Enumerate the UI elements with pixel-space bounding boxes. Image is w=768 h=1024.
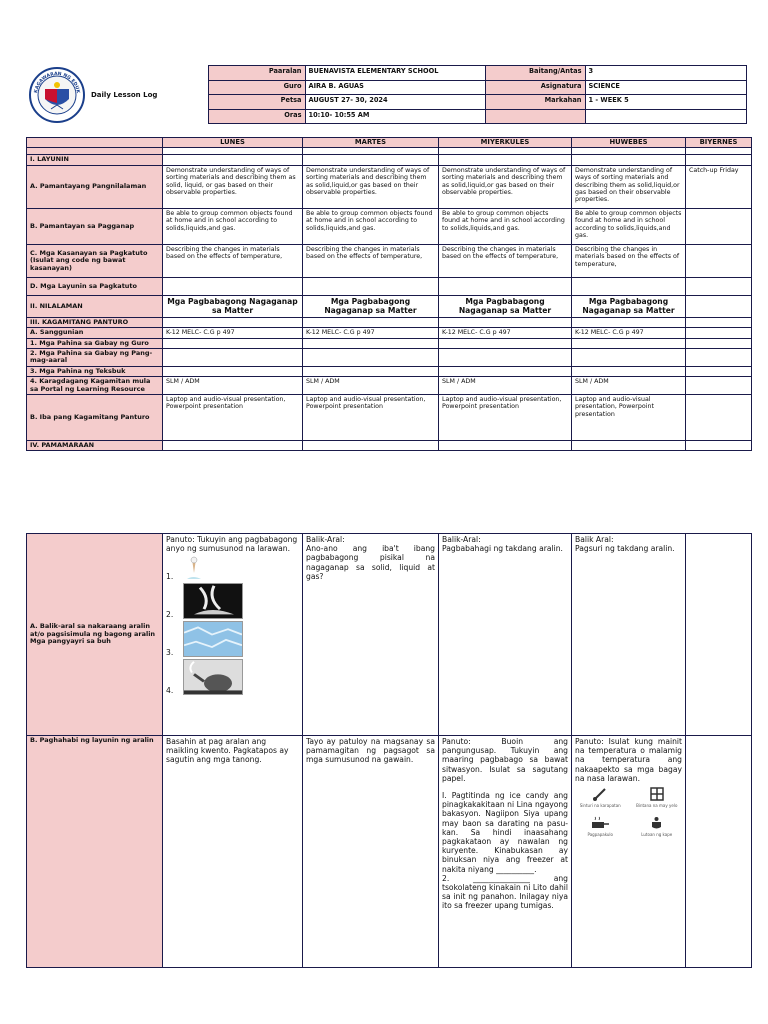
- header-table: [26, 65, 747, 124]
- deped-seal-icon: [29, 67, 85, 123]
- cell-b-biyernes: [686, 208, 752, 244]
- cell-a-lunes: Demonstrate understanding of ways of sorting materials and describing them as solid, liquid, or gas based on their observable properties.: [163, 165, 303, 208]
- cell-paghahabi-martes: [303, 736, 439, 968]
- label-pamantayan-sa-pagganap: B. Pamantayan sa Pagganap: [27, 208, 163, 244]
- section-pamamaraan: IV. PAMAMARAAN: [27, 441, 163, 451]
- coffee-cup-icon: [648, 816, 666, 830]
- iba-lunes: Laptop and audio-visual presentation, Powerpoint presentation: [163, 395, 303, 441]
- guro-page-lunes: K-12 MELC- C.G p 497: [163, 328, 303, 338]
- paghahabi-lunes-text: Basahin at pag aralan ang maikling kwento. Pagkatapos ay sagutin ang mga tanong.: [166, 737, 289, 765]
- day-header-miyerkules: MIYERKULES: [439, 138, 572, 148]
- section-kagamitang-panturo: III. KAGAMITANG PANTURO: [27, 317, 163, 327]
- nilalaman-martes: Mga Pagbabagong Nagaganap sa Matter: [303, 295, 439, 317]
- empty-cell: [27, 148, 163, 155]
- paghahabi-miyerkules-instruction: Panuto: Buoin ang pangungusap. Tukuyin ang maaring pagbabago sa bawat sitwasyon. Isulat sa sagutang papel.: [442, 737, 568, 783]
- day-header-biyernes: BIYERNES: [686, 138, 752, 148]
- section-layunin: I. LAYUNIN: [27, 155, 163, 165]
- label-layunin-sa-pagkatuto: D. Mga Layunin sa Pagkatuto: [27, 277, 163, 295]
- cell-paghahabi-lunes: [163, 736, 303, 968]
- value-baitang: 3: [585, 66, 746, 81]
- cell-b-lunes: Be able to group common objects found at home and in school according to solids,liquids,and gas.: [163, 208, 303, 244]
- item-number: 4.: [166, 686, 174, 696]
- paghahabi-miyerkules-item-1: I. Pagtitinda ng ice candy ang pinagkakakitaan ni Lina ngayong bakasyon. Nagiipon Siya upang may baon sa darating na pasu-kan. Sa hindi inaasahang pagkakataon ay nawalan ng kuryente. Kinabukasan ay binuksan niya ang freezer at nakita niyang __________.: [442, 791, 568, 874]
- kettle-steam-image: [183, 659, 243, 695]
- paghahabi-miyerkules-item-2: 2. _______________ ang tsokolateng kinakain ni Lito dahil sa init ng panahon. Inilagay niya ito sa freezer upang tumigas.: [442, 873, 568, 911]
- cell-paghahabi-biyernes: [686, 736, 752, 968]
- balik-aral-miyerkules-text: Balik-Aral: Pagbabahagi ng takdang aralin.: [442, 535, 563, 554]
- cooking-pot-icon: [589, 816, 611, 830]
- day-header-lunes: LUNES: [163, 138, 303, 148]
- label-baitang: Baitang/Antas: [485, 66, 585, 81]
- cell-a-miyerkules: Demonstrate understanding of ways of sorting materials and describing them as solid,liquid,or gas based on their observable properties.: [439, 165, 572, 208]
- cell-c-lunes: Describing the changes in materials based on the effects of temperature,: [163, 244, 303, 277]
- boiling-water-steam-image: [183, 583, 243, 619]
- cell-c-biyernes: [686, 244, 752, 277]
- cell-paghahabi-miyerkules: [439, 736, 572, 968]
- paghahabi-huwebes-text: Panuto: Isulat kung mainit na temperatura o malamig na temperatura ang nakaapekto sa mga bagay na nasa larawan.: [575, 737, 682, 783]
- label-pamantayang-pangnilalaman: A. Pamantayang Pangnilalaman: [27, 165, 163, 208]
- picture-item: [632, 816, 683, 839]
- cell-balik-aral-martes: [303, 534, 439, 736]
- cell-a-martes: Demonstrate understanding of ways of sorting materials and describing them as solid,liquid,or gas based on their observable properties.: [303, 165, 439, 208]
- label-markahan: Markahan: [485, 95, 585, 110]
- picture-item: [632, 787, 683, 810]
- cell-b-huwebes: Be able to group common objects found at home and in school according to solids,liquids,and gas.: [572, 208, 686, 244]
- cell-balik-aral-huwebes: [572, 534, 686, 736]
- cell-a-biyernes: Catch-up Friday: [686, 165, 752, 208]
- melting-ice-cream-image: [173, 555, 213, 581]
- value-oras: 10:10- 10:55 AM: [305, 109, 485, 124]
- item-1: [166, 555, 299, 581]
- label-oras: Oras: [208, 109, 305, 124]
- value-paaralan: BUENAVISTA ELEMENTARY SCHOOL: [305, 66, 485, 81]
- balik-aral-martes-text: Balik-Aral: Ano-ano ang iba't ibang pagbabagong pisikal na nagaganap sa solid, liquid at gas?: [306, 535, 435, 581]
- label-paaralan: Paaralan: [208, 66, 305, 81]
- cell-balik-aral-lunes: [163, 534, 303, 736]
- item-number: 1.: [166, 572, 174, 582]
- picture-caption: Lutoan ng kape: [641, 832, 673, 838]
- empty-cell: [585, 109, 746, 124]
- cell-c-miyerkules: Describing the changes in materials based on the effects of temperature,: [439, 244, 572, 277]
- slm-lunes: SLM / ADM: [163, 377, 303, 395]
- cell-c-huwebes: Describing the changes in materials based on the effects of temperature,: [572, 244, 686, 277]
- value-guro: AIRA B. AGUAS: [305, 80, 485, 95]
- slm-martes: SLM / ADM: [303, 377, 439, 395]
- item-number: 2.: [166, 610, 174, 620]
- lesson-table-objectives: [26, 137, 752, 451]
- label-iba-pang-kagamitan: B. Iba pang Kagamitang Panturo: [27, 395, 163, 441]
- label-sanggunian: A. Sanggunian: [27, 328, 163, 338]
- slm-miyerkules: SLM / ADM: [439, 377, 572, 395]
- nilalaman-huwebes: Mga Pagbabagong Nagaganap sa Matter: [572, 295, 686, 317]
- day-header-huwebes: HUWEBES: [572, 138, 686, 148]
- label-gabay-pang-mag-aaral: 2. Mga Pahina sa Gabay ng Pang-mag-aaral: [27, 349, 163, 367]
- value-petsa: AUGUST 27- 30, 2024: [305, 95, 485, 110]
- nilalaman-miyerkules: Mga Pagbabagong Nagaganap sa Matter: [439, 295, 572, 317]
- iba-miyerkules: Laptop and audio-visual presentation, Powerpoint presentation: [439, 395, 572, 441]
- cell-balik-aral-miyerkules: [439, 534, 572, 736]
- picture-caption: Sinturi na karapatan: [579, 803, 621, 809]
- picture-caption: Pagpapakulo: [587, 832, 613, 838]
- item-2: [166, 583, 299, 619]
- svg-text:KAGAWARAN NG EDUKASYON: KAGAWARAN NG EDUK: [34, 71, 80, 94]
- guro-page-miyerkules: K-12 MELC- C.G p 497: [439, 328, 572, 338]
- label-nilalaman: II. NILALAMAN: [27, 295, 163, 317]
- document-title: Daily Lesson Log: [91, 90, 158, 99]
- label-karagdagang-kagamitan: 4. Karagdagang Kagamitan mula sa Portal ng Learning Resource: [27, 377, 163, 395]
- cell-a-huwebes: Demonstrate understanding of ways of sorting materials and describing them as solid,liquid,or gas based on their observable properties.: [572, 165, 686, 208]
- nilalaman-lunes: Mga Pagbabagong Nagaganap sa Matter: [163, 295, 303, 317]
- cell-balik-aral-biyernes: [686, 534, 752, 736]
- cell-paghahabi-huwebes: [572, 736, 686, 968]
- temperature-pictures: [575, 787, 682, 839]
- header-logo-cell: [26, 66, 208, 124]
- label-guro: Guro: [208, 80, 305, 95]
- lesson-table-procedure: [26, 533, 752, 968]
- value-markahan: 1 - WEEK 5: [585, 95, 746, 110]
- thermometer-icon: [591, 787, 609, 801]
- iba-huwebes: Laptop and audio-visual presentation, Powerpoint presentation: [572, 395, 686, 441]
- cell-b-miyerkules: Be able to group common objects found at home and in school according to solids,liquids,and gas.: [439, 208, 572, 244]
- balik-aral-huwebes-text: Balik Aral: Pagsuri ng takdang aralin.: [575, 535, 675, 554]
- guro-page-martes: K-12 MELC- C.G p 497: [303, 328, 439, 338]
- day-header-martes: MARTES: [303, 138, 439, 148]
- slm-huwebes: SLM / ADM: [572, 377, 686, 395]
- ice-cubes-image: [183, 621, 243, 657]
- guro-page-huwebes: K-12 MELC- C.G p 497: [572, 328, 686, 338]
- corner-cell: [27, 138, 163, 148]
- value-asignatura: SCIENCE: [585, 80, 746, 95]
- iba-martes: Laptop and audio-visual presentation, Powerpoint presentation: [303, 395, 439, 441]
- label-balik-aral: A. Balik-aral sa nakaraang aralin at/o pagsisimula ng bagong aralin Mga pangyayri sa buh: [27, 534, 163, 736]
- label-petsa: Petsa: [208, 95, 305, 110]
- label-teksbuk: 3. Mga Pahina ng Teksbuk: [27, 366, 163, 376]
- label-paghahabi-ng-layunin: B. Paghahabi ng layunin ng aralin: [27, 736, 163, 968]
- label-gabay-ng-guro: 1. Mga Pahina sa Gabay ng Guro: [27, 338, 163, 348]
- balik-aral-lunes-text: Panuto: Tukuyin ang pagbabagong anyo ng sumusunod na larawan.: [166, 535, 298, 554]
- picture-item: [575, 787, 626, 810]
- cell-b-martes: Be able to group common objects found at home and in school according to solids,liquids,and gas.: [303, 208, 439, 244]
- item-4: [166, 659, 299, 695]
- frosted-window-icon: [648, 787, 666, 801]
- paghahabi-martes-text: Tayo ay patuloy na magsanay sa pamamagitan ng pagsagot sa mga sumusunod na gawain.: [306, 737, 435, 765]
- cell-c-martes: Describing the changes in materials based on the effects of temperature,: [303, 244, 439, 277]
- picture-caption: Bintana na may yelo: [636, 803, 678, 809]
- item-3: [166, 621, 299, 657]
- item-number: 3.: [166, 648, 174, 658]
- label-asignatura: Asignatura: [485, 80, 585, 95]
- label-kasanayan: C. Mga Kasanayan sa Pagkatuto (Isulat ang code ng bawat kasanayan): [27, 244, 163, 277]
- empty-cell: [485, 109, 585, 124]
- picture-item: [575, 816, 626, 839]
